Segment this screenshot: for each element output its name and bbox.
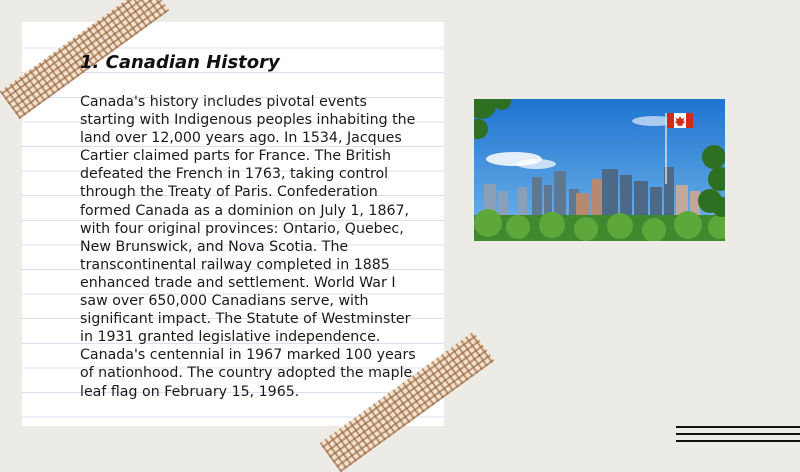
slide-title: 1. Canadian History — [80, 52, 280, 73]
canadian-flag-icon — [667, 113, 693, 128]
decorative-lines — [676, 424, 800, 442]
skyline-illustration — [474, 99, 725, 241]
history-paragraph: Canada's history includes pivotal events starting with Indigenous peoples inhabiting the land over 12,000 years ago. In 1534, Jacques Cartier claimed parts for France. The British defeated the French in 1763, taking control through the Treaty of Paris. Confederation formed Canada as a dominion on July 1, 1867, with four original provinces: Ontario, Quebec, New Brunswick, and Nova Scotia. The transcontinental railway completed in 1885 enhanced trade and settlement. World War I saw over 650,000 Canadians serve, with significant impact. The Statute of Westminster in 1931 granted legislative independence. Canada's centennial in 1967 marked 100 years of nationhood. The country adopted the maple leaf flag on February 15, 1965. — [80, 94, 416, 400]
city-skyline-photo — [474, 99, 725, 241]
